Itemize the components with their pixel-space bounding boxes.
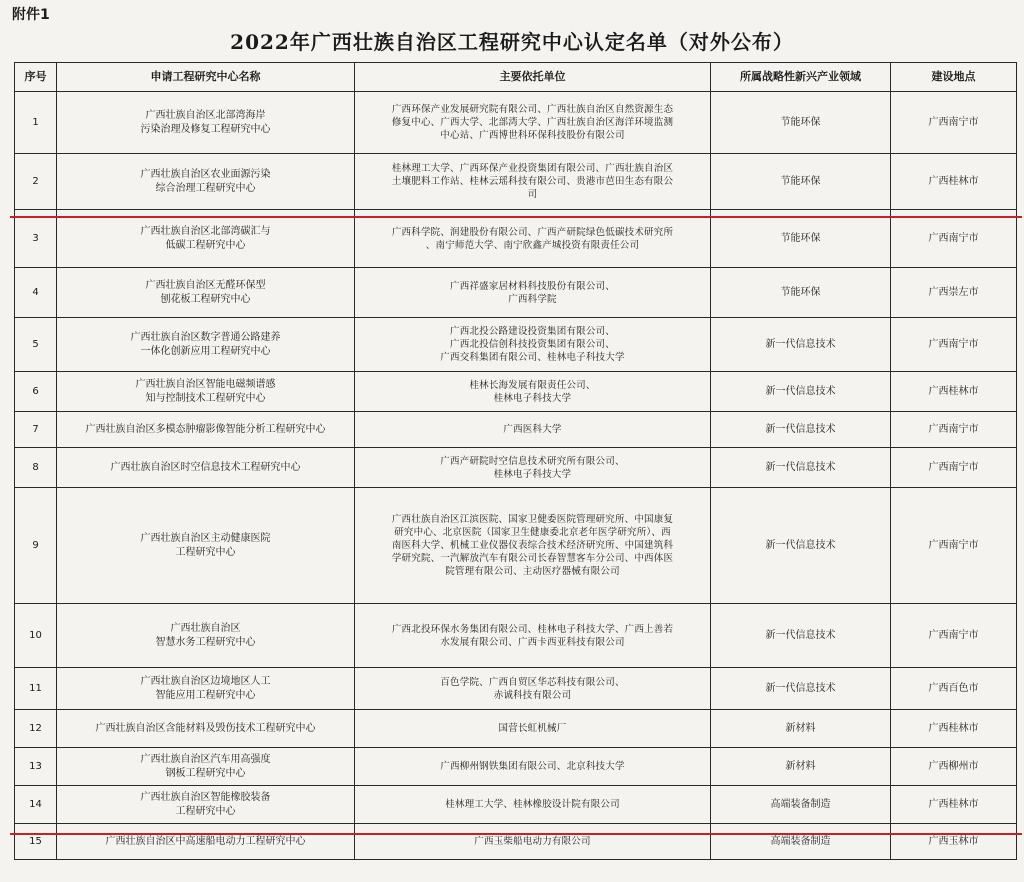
- row-host-unit: 广西玉柴船电动力有限公司: [355, 824, 711, 860]
- row-center-name: 广西壮族自治区农业面源污染 综合治理工程研究中心: [57, 154, 355, 210]
- row-center-name: 广西壮族自治区含能材料及毁伤技术工程研究中心: [57, 710, 355, 748]
- attachment-label: 附件1: [12, 7, 50, 23]
- row-industry-field: 新一代信息技术: [711, 372, 891, 412]
- table-row: [15, 786, 1017, 824]
- page-title: 2022年广西壮族自治区工程研究中心认定名单（对外公布）: [230, 30, 794, 54]
- row-industry-field: 新一代信息技术: [711, 318, 891, 372]
- header-host-unit: 主要依托单位: [355, 63, 711, 92]
- row-center-name: 广西壮族自治区汽车用高强度 钢板工程研究中心: [57, 748, 355, 786]
- table-row: [15, 268, 1017, 318]
- red-divider-line: [10, 216, 1022, 218]
- row-location: 广西百色市: [891, 668, 1017, 710]
- row-serial-no: 15: [15, 824, 57, 860]
- table-row: [15, 412, 1017, 448]
- row-host-unit: 广西产研院时空信息技术研究所有限公司、 桂林电子科技大学: [355, 448, 711, 488]
- row-host-unit: 广西祥盛家居材料科技股份有限公司、 广西科学院: [355, 268, 711, 318]
- header-industry-field: 所属战略性新兴产业领域: [711, 63, 891, 92]
- row-serial-no: 8: [15, 448, 57, 488]
- row-center-name: 广西壮族自治区 智慧水务工程研究中心: [57, 604, 355, 668]
- row-industry-field: 节能环保: [711, 268, 891, 318]
- row-location: 广西南宁市: [891, 318, 1017, 372]
- table-row: [15, 92, 1017, 154]
- row-center-name: 广西壮族自治区中高速船电动力工程研究中心: [57, 824, 355, 860]
- row-industry-field: 新材料: [711, 748, 891, 786]
- header-serial-no: 序号: [15, 63, 57, 92]
- row-center-name: 广西壮族自治区智能橡胶装备 工程研究中心: [57, 786, 355, 824]
- row-industry-field: 新一代信息技术: [711, 668, 891, 710]
- row-industry-field: 节能环保: [711, 92, 891, 154]
- table-header-row: [15, 63, 1017, 92]
- row-serial-no: 5: [15, 318, 57, 372]
- row-center-name: 广西壮族自治区北部湾海岸 污染治理及修复工程研究中心: [57, 92, 355, 154]
- row-host-unit: 广西柳州钢铁集团有限公司、北京科技大学: [355, 748, 711, 786]
- row-location: 广西南宁市: [891, 92, 1017, 154]
- table-row: [15, 668, 1017, 710]
- table-row: [15, 824, 1017, 860]
- row-center-name: 广西壮族自治区数字普通公路建养 一体化创新应用工程研究中心: [57, 318, 355, 372]
- row-location: 广西南宁市: [891, 412, 1017, 448]
- row-host-unit: 广西环保产业发展研究院有限公司、广西壮族自治区自然资源生态 修复中心、广西大学、北部湾大学、广西壮族自治区海洋环境监测 中心站、广西博世科环保科技股份有限公司: [355, 92, 711, 154]
- row-center-name: 广西壮族自治区无醛环保型 刨花板工程研究中心: [57, 268, 355, 318]
- row-location: 广西南宁市: [891, 210, 1017, 268]
- row-host-unit: 桂林理工大学、桂林橡胶设计院有限公司: [355, 786, 711, 824]
- table-row: [15, 318, 1017, 372]
- row-serial-no: 2: [15, 154, 57, 210]
- row-location: 广西崇左市: [891, 268, 1017, 318]
- row-industry-field: 节能环保: [711, 154, 891, 210]
- table-row: [15, 488, 1017, 604]
- row-location: 广西桂林市: [891, 154, 1017, 210]
- table-row: [15, 448, 1017, 488]
- row-center-name: 广西壮族自治区智能电磁频谱感 知与控制技术工程研究中心: [57, 372, 355, 412]
- row-serial-no: 4: [15, 268, 57, 318]
- row-serial-no: 14: [15, 786, 57, 824]
- row-center-name: 广西壮族自治区主动健康医院 工程研究中心: [57, 488, 355, 604]
- table-row: [15, 710, 1017, 748]
- header-location: 建设地点: [891, 63, 1017, 92]
- table-row: [15, 154, 1017, 210]
- row-host-unit: 桂林理工大学、广西环保产业投资集团有限公司、广西壮族自治区 土壤肥料工作站、桂林云瑶科技有限公司、贵港市芭田生态有限公 司: [355, 154, 711, 210]
- row-serial-no: 7: [15, 412, 57, 448]
- table-row: [15, 210, 1017, 268]
- row-location: 广西南宁市: [891, 604, 1017, 668]
- row-center-name: 广西壮族自治区时空信息技术工程研究中心: [57, 448, 355, 488]
- header-center-name: 申请工程研究中心名称: [57, 63, 355, 92]
- row-industry-field: 高端装备制造: [711, 786, 891, 824]
- row-industry-field: 节能环保: [711, 210, 891, 268]
- row-center-name: 广西壮族自治区多模态肿瘤影像智能分析工程研究中心: [57, 412, 355, 448]
- row-location: 广西桂林市: [891, 710, 1017, 748]
- row-center-name: 广西壮族自治区北部湾碳汇与 低碳工程研究中心: [57, 210, 355, 268]
- row-host-unit: 广西科学院、润建股份有限公司、广西产研院绿色低碳技术研究所 、南宁师范大学、南宁欣鑫产城投资有限责任公司: [355, 210, 711, 268]
- row-host-unit: 百色学院、广西自贸区华芯科技有限公司、 赤诚科技有限公司: [355, 668, 711, 710]
- table-row: [15, 372, 1017, 412]
- row-serial-no: 9: [15, 488, 57, 604]
- row-serial-no: 13: [15, 748, 57, 786]
- row-industry-field: 新材料: [711, 710, 891, 748]
- red-divider-line: [10, 833, 1022, 835]
- row-host-unit: 广西壮族自治区江滨医院、国家卫健委医院管理研究所、中国康复 研究中心、北京医院（国家卫生健康委北京老年医学研究所）、西 南医科大学、机械工业仪器仪表综合技术经济研究所、中国建筑科 学研究院、一汽解放汽车有限公司长春智慧客车分公司、中西体医 院管理有限公司、主动医疗器械有限公司: [355, 488, 711, 604]
- row-host-unit: 广西北投环保水务集团有限公司、桂林电子科技大学、广西上善若 水发展有限公司、广西卡西亚科技有限公司: [355, 604, 711, 668]
- row-serial-no: 12: [15, 710, 57, 748]
- row-serial-no: 11: [15, 668, 57, 710]
- row-industry-field: 新一代信息技术: [711, 448, 891, 488]
- row-serial-no: 1: [15, 92, 57, 154]
- row-location: 广西柳州市: [891, 748, 1017, 786]
- row-serial-no: 3: [15, 210, 57, 268]
- table-row: [15, 604, 1017, 668]
- row-host-unit: 广西医科大学: [355, 412, 711, 448]
- row-industry-field: 新一代信息技术: [711, 488, 891, 604]
- row-host-unit: 广西北投公路建设投资集团有限公司、 广西北投信创科技投资集团有限公司、 广西交科集团有限公司、桂林电子科技大学: [355, 318, 711, 372]
- row-location: 广西玉林市: [891, 824, 1017, 860]
- table-row: [15, 748, 1017, 786]
- row-serial-no: 6: [15, 372, 57, 412]
- row-industry-field: 新一代信息技术: [711, 604, 891, 668]
- row-host-unit: 桂林长海发展有限责任公司、 桂林电子科技大学: [355, 372, 711, 412]
- registry-table: [14, 62, 1017, 860]
- row-industry-field: 新一代信息技术: [711, 412, 891, 448]
- row-location: 广西桂林市: [891, 372, 1017, 412]
- row-location: 广西南宁市: [891, 448, 1017, 488]
- row-location: 广西桂林市: [891, 786, 1017, 824]
- row-industry-field: 高端装备制造: [711, 824, 891, 860]
- row-location: 广西南宁市: [891, 488, 1017, 604]
- row-serial-no: 10: [15, 604, 57, 668]
- row-center-name: 广西壮族自治区边境地区人工 智能应用工程研究中心: [57, 668, 355, 710]
- row-host-unit: 国营长虹机械厂: [355, 710, 711, 748]
